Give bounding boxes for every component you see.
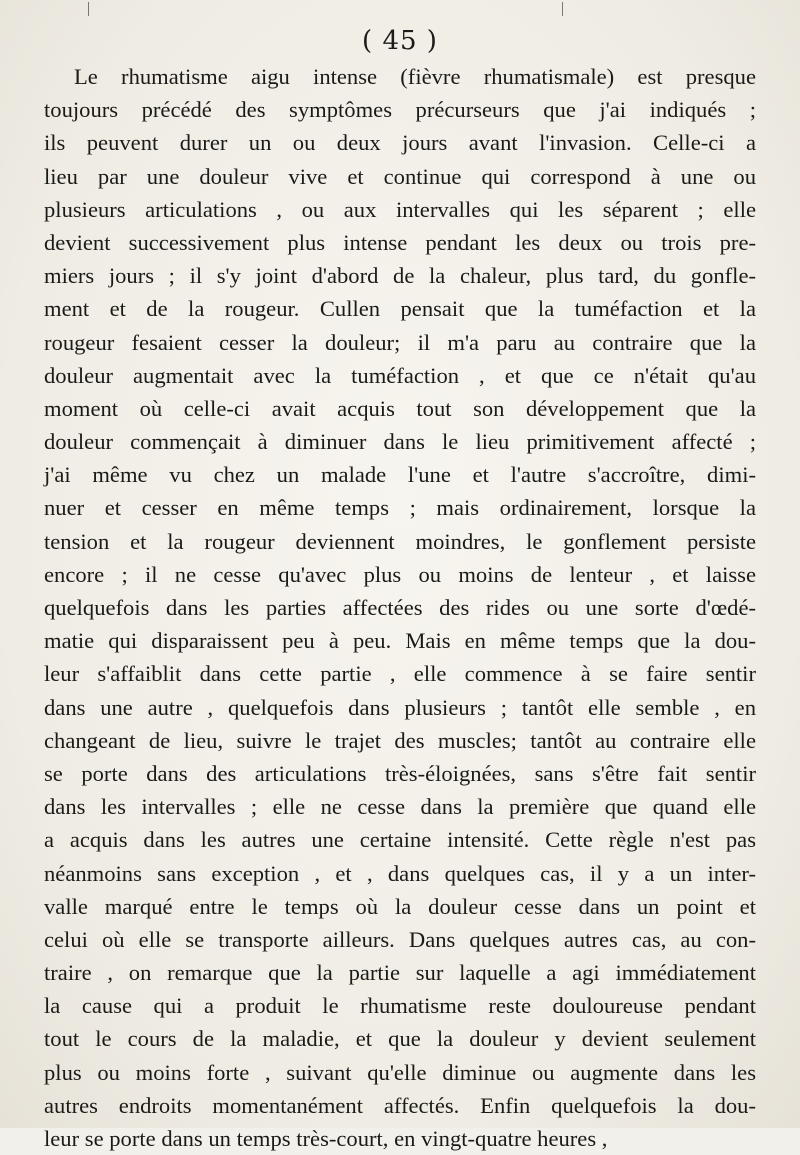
text-line: lieu par une douleur vive et continue qui correspond à une ou bbox=[44, 163, 756, 189]
text-line: leur s'affaiblit dans cette partie , elle commence à se faire sentir bbox=[44, 661, 756, 687]
margin-mark bbox=[88, 2, 89, 16]
text-line: toujours précédé des symptômes précurseurs que j'ai indiqués ; bbox=[44, 97, 756, 123]
text-line: rougeur fesaient cesser la douleur; il m'a paru au contraire que la bbox=[44, 329, 756, 355]
text-line: miers jours ; il s'y joint d'abord de la chaleur, plus tard, du gonfle- bbox=[44, 263, 756, 289]
text-line: plus ou moins forte , suivant qu'elle diminue ou augmente dans les bbox=[44, 1059, 756, 1085]
text-line: dans les intervalles ; elle ne cesse dans la première que quand elle bbox=[44, 794, 756, 820]
text-line: se porte dans des articulations très-éloignées, sans s'être fait sentir bbox=[44, 760, 756, 786]
text-line: la cause qui a produit le rhumatisme reste douloureuse pendant bbox=[44, 993, 756, 1019]
text-line: quelquefois dans les parties affectées des rides ou une sorte d'œdé- bbox=[44, 595, 756, 620]
text-line: encore ; il ne cesse qu'avec plus ou moins de lenteur , et laisse bbox=[44, 561, 756, 587]
text-line: celui où elle se transporte ailleurs. Dans quelques autres cas, au con- bbox=[44, 926, 756, 952]
text-line: ils peuvent durer un ou deux jours avant l'invasion. Celle-ci a bbox=[44, 130, 756, 156]
text-line: nuer et cesser en même temps ; mais ordinairement, lorsque la bbox=[44, 495, 756, 521]
text-line: j'ai même vu chez un malade l'une et l'autre s'accroître, dimi- bbox=[44, 462, 756, 488]
text-line: valle marqué entre le temps où la douleur cesse dans un point et bbox=[44, 893, 756, 919]
margin-mark bbox=[562, 2, 563, 16]
page-number: ( 45 ) bbox=[362, 26, 438, 56]
text-line: Le rhumatisme aigu intense (fièvre rhumatismale) est presque bbox=[74, 64, 756, 89]
text-line: changeant de lieu, suivre le trajet des muscles; tantôt au contraire elle bbox=[44, 727, 756, 753]
text-line: douleur commençait à diminuer dans le lieu primitivement affecté ; bbox=[44, 429, 756, 455]
body-text bbox=[44, 60, 756, 1155]
text-line: traire , on remarque que la partie sur laquelle a agi immédiatement bbox=[44, 960, 756, 986]
text-line: tout le cours de la maladie, et que la douleur y devient seulement bbox=[44, 1026, 756, 1052]
text-line: dans une autre , quelquefois dans plusieurs ; tantôt elle semble , en bbox=[44, 694, 756, 720]
text-line: néanmoins sans exception , et , dans quelques cas, il y a un inter- bbox=[44, 860, 756, 886]
text-line: leur se porte dans un temps très-court, en vingt-quatre heures , bbox=[44, 1126, 608, 1151]
text-line: plusieurs articulations , ou aux intervalles qui les séparent ; elle bbox=[44, 196, 756, 222]
text-line: autres endroits momentanément affectés. Enfin quelquefois la dou- bbox=[44, 1092, 756, 1118]
text-line: devient successivement plus intense pendant les deux ou trois pre- bbox=[44, 229, 756, 255]
text-line: matie qui disparaissent peu à peu. Mais en même temps que la dou- bbox=[44, 628, 756, 654]
text-line: douleur augmentait avec la tuméfaction , et que ce n'était qu'au bbox=[44, 362, 756, 388]
text-line: ment et de la rougeur. Cullen pensait que la tuméfaction et la bbox=[44, 296, 756, 322]
text-line: moment où celle-ci avait acquis tout son développement que la bbox=[44, 395, 756, 421]
text-line: tension et la rougeur deviennent moindres, le gonflement persiste bbox=[44, 528, 756, 554]
text-line: a acquis dans les autres une certaine intensité. Cette règle n'est pas bbox=[44, 827, 756, 853]
